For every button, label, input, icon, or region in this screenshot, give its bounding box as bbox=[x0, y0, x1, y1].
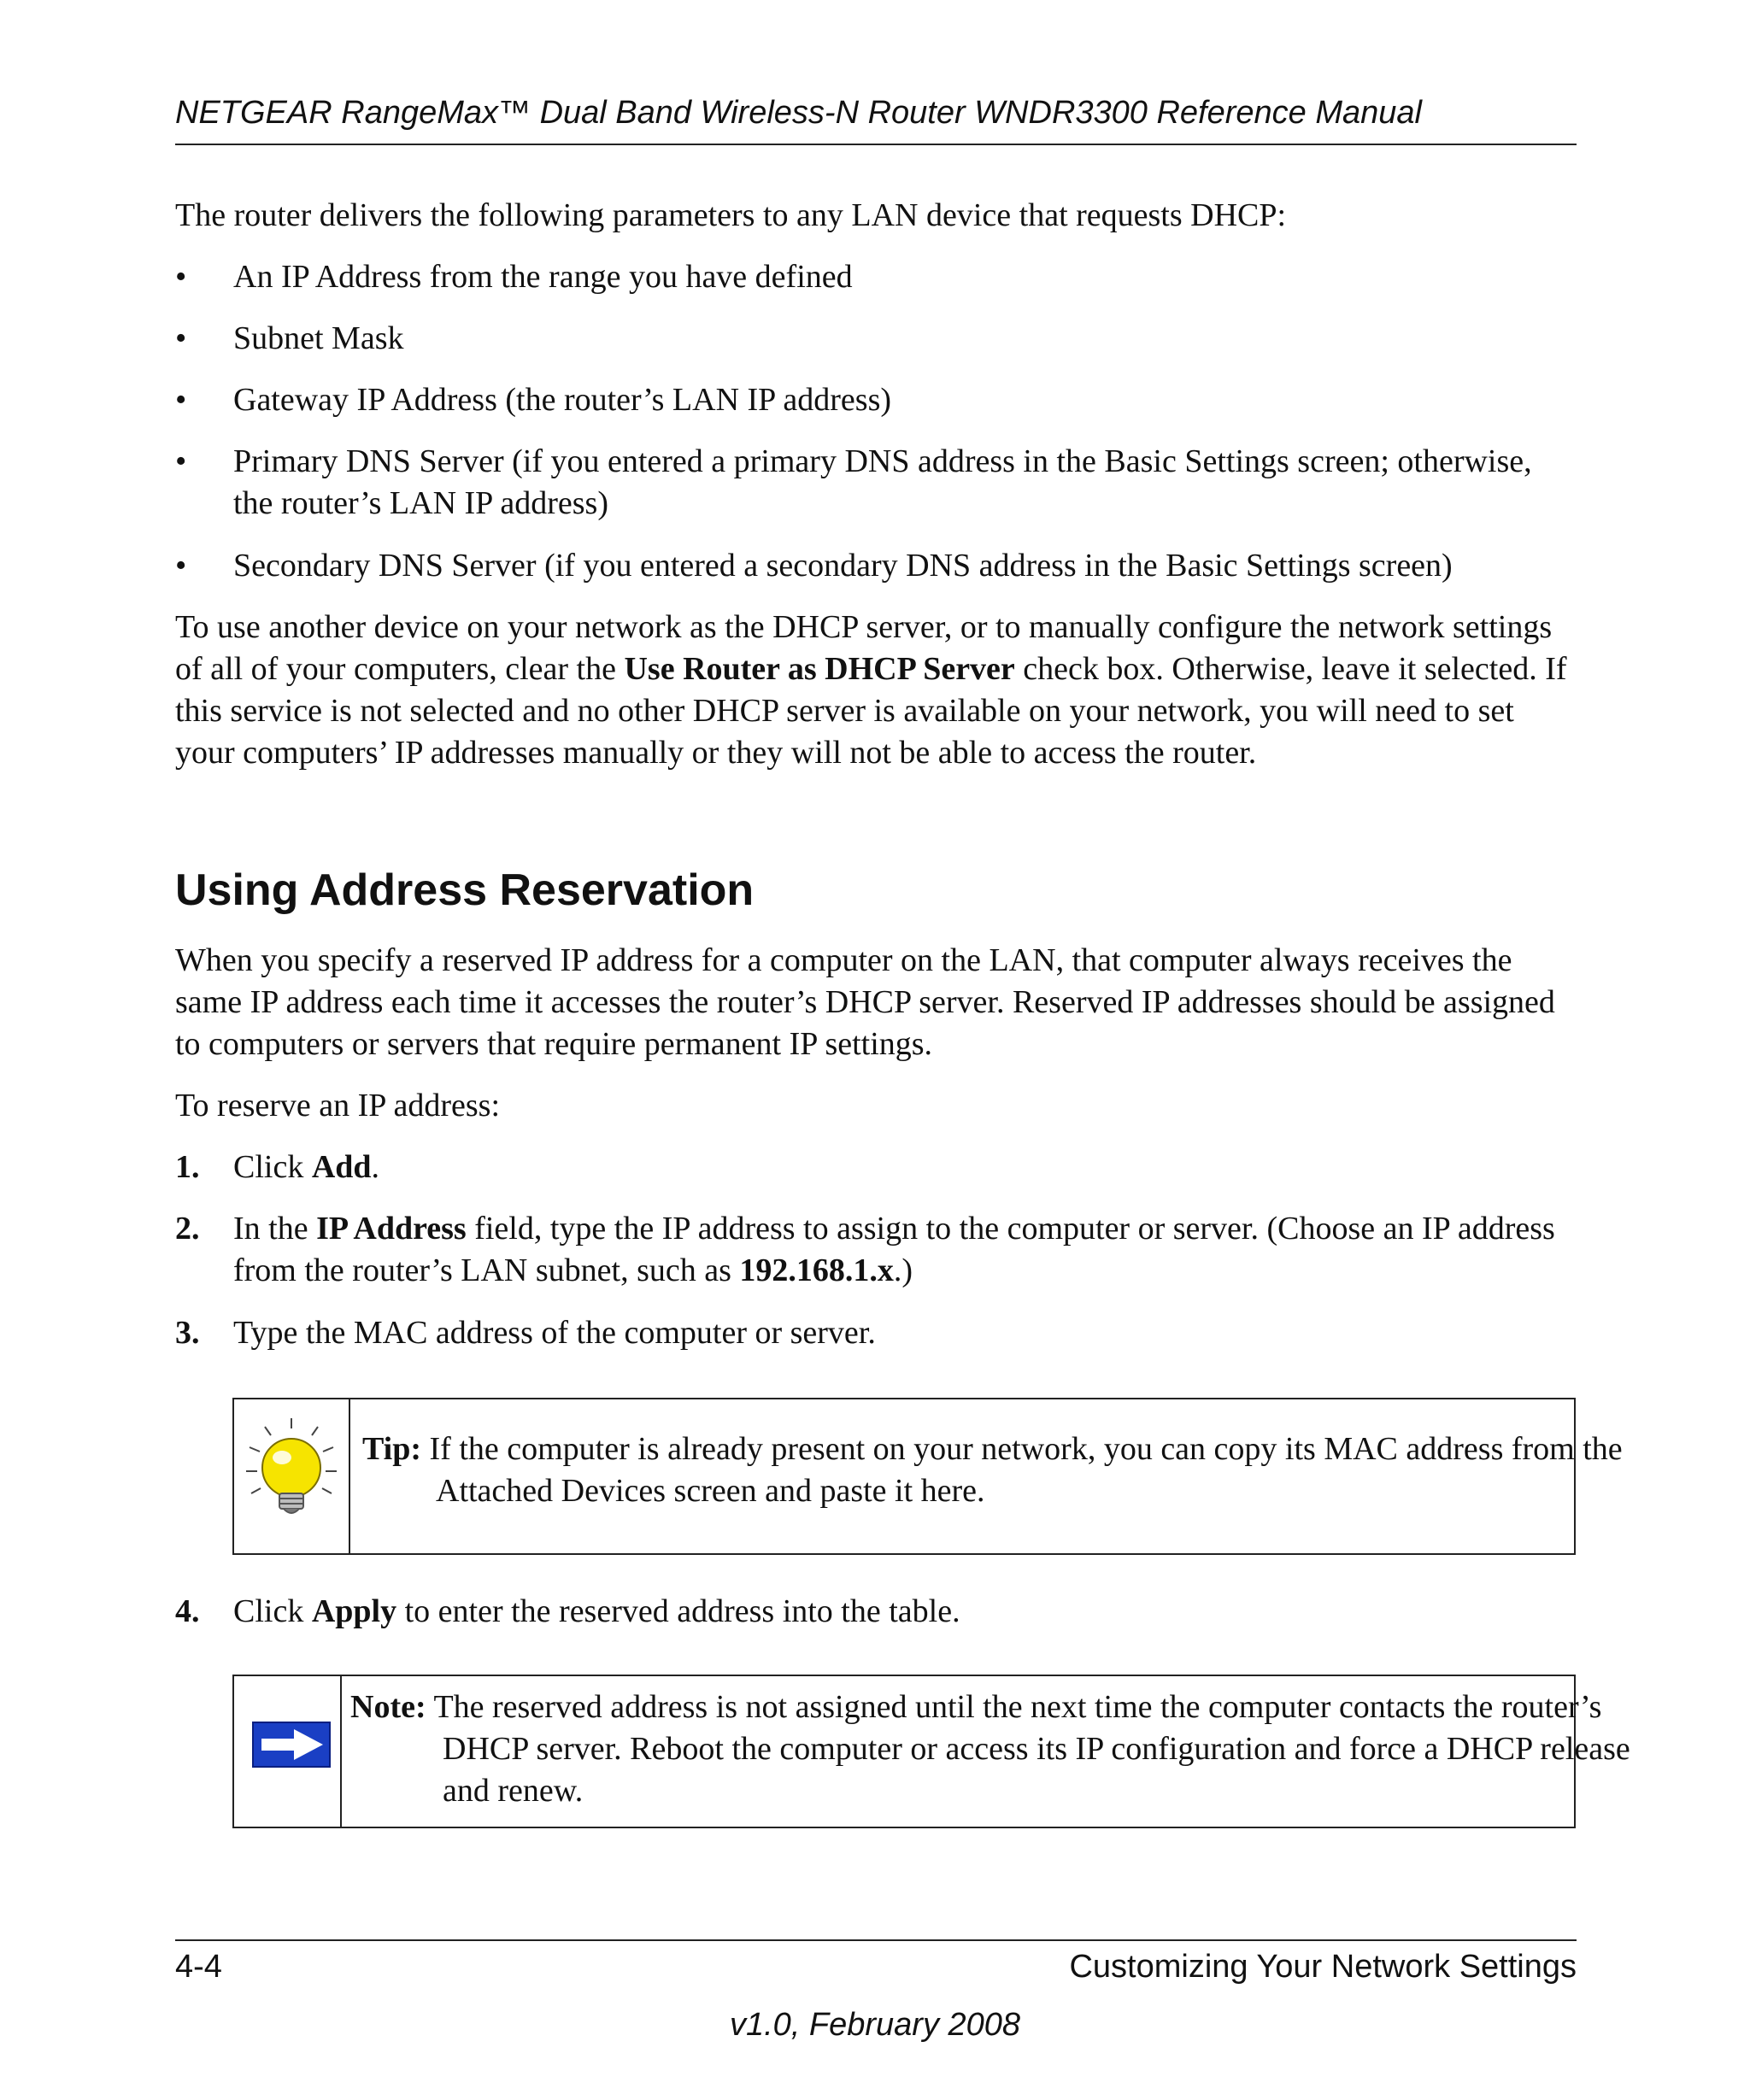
bullet-item bbox=[175, 379, 1577, 421]
footer-version: v1.0, February 2008 bbox=[729, 2007, 1021, 2043]
step-item bbox=[175, 1147, 1577, 1188]
tip-icon-cell bbox=[234, 1399, 350, 1553]
bullet-marker: • bbox=[175, 320, 187, 356]
bullet-item bbox=[175, 441, 1577, 525]
bullet-text: Subnet Mask bbox=[233, 320, 404, 356]
tip-label: Tip: bbox=[362, 1431, 422, 1467]
bullet-marker: • bbox=[175, 259, 187, 295]
ui-label-use-router-as-dhcp-server: Use Router as DHCP Server bbox=[624, 651, 1015, 687]
step-text: Click Apply to enter the reserved address into the table. bbox=[233, 1593, 960, 1629]
footer-rule bbox=[175, 1939, 1577, 1941]
step-number: 2. bbox=[175, 1211, 200, 1247]
bullet-marker: • bbox=[175, 548, 187, 584]
step-item bbox=[175, 1591, 1577, 1633]
bullet-marker: • bbox=[175, 382, 187, 418]
header-rule bbox=[175, 144, 1577, 145]
bullet-item bbox=[175, 545, 1577, 587]
dhcp-paragraph: To use another device on your network as the DHCP server, or to manually configure the network settings of all of your computers, clear the Use Router as DHCP Server check box. Otherwise, leave it selected. If this service is not selected and no other DHCP server is available on your network, you will need to set your computers’ IP addresses manually or they will not be able to access the router. bbox=[175, 609, 1567, 771]
tip-callout bbox=[232, 1398, 1623, 1555]
bullet-item bbox=[175, 318, 1577, 360]
bullet-text: An IP Address from the range you have defined bbox=[233, 259, 853, 295]
bullet-text: Primary DNS Server (if you entered a primary DNS address in the Basic Settings screen; otherwise, the router’s LAN IP address) bbox=[233, 443, 1532, 521]
note-callout bbox=[232, 1675, 1630, 1828]
bullet-marker: • bbox=[175, 443, 187, 479]
tip-text: Tip: If the computer is already present on your network, you can copy its MAC address from the Attached Devices screen and paste it here. bbox=[362, 1431, 1623, 1509]
lightbulb-icon bbox=[234, 1399, 349, 1553]
step-number: 3. bbox=[175, 1315, 200, 1351]
step-text: Click Add. bbox=[233, 1149, 380, 1185]
bullet-text: Gateway IP Address (the router’s LAN IP address) bbox=[233, 382, 892, 418]
intro-paragraph: The router delivers the following parameters to any LAN device that requests DHCP: bbox=[175, 197, 1287, 233]
arrow-right-icon bbox=[234, 1676, 340, 1827]
step-text: Type the MAC address of the computer or server. bbox=[233, 1315, 876, 1351]
running-header: NETGEAR RangeMax™ Dual Band Wireless-N Router WNDR3300 Reference Manual bbox=[175, 95, 1422, 131]
section-heading: Using Address Reservation bbox=[175, 865, 755, 915]
step-number: 4. bbox=[175, 1593, 200, 1629]
reservation-lead: To reserve an IP address: bbox=[175, 1088, 501, 1123]
note-text: Note: The reserved address is not assigned until the next time the computer contacts the router’s DHCP server. Reboot the computer or access its IP configuration and force a DHCP release and renew. bbox=[350, 1689, 1630, 1809]
step-item bbox=[175, 1208, 1577, 1292]
bullet-item bbox=[175, 256, 1577, 298]
step-text: In the IP Address field, type the IP address to assign to the computer or server. (Choose an IP address from the router’s LAN subnet, such as 192.168.1.x.) bbox=[233, 1211, 1555, 1288]
step-number: 1. bbox=[175, 1149, 200, 1185]
note-label: Note: bbox=[350, 1689, 426, 1725]
note-icon-cell bbox=[234, 1676, 342, 1827]
reservation-paragraph: When you specify a reserved IP address for a computer on the LAN, that computer always receives the same IP address each time it accesses the router’s DHCP server. Reserved IP addresses should be assigned to computers or servers that require permanent IP settings. bbox=[175, 942, 1555, 1062]
bullet-text: Secondary DNS Server (if you entered a secondary DNS address in the Basic Settings screen) bbox=[233, 548, 1453, 584]
step-item bbox=[175, 1312, 1577, 1354]
footer-page-number: 4-4 bbox=[175, 1949, 222, 1985]
footer-chapter-title: Customizing Your Network Settings bbox=[1069, 1949, 1577, 1985]
